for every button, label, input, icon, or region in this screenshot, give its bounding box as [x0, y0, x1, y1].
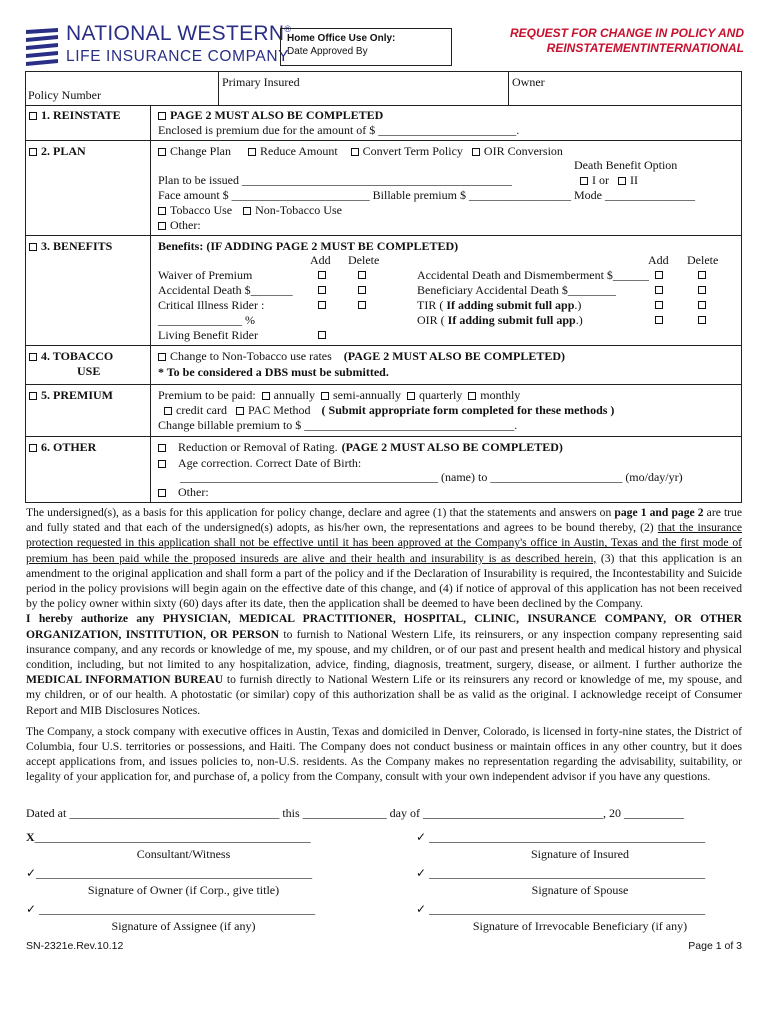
top-row-box: [25, 71, 742, 105]
divider: [25, 436, 742, 437]
checkmark-icon: ✓: [416, 866, 427, 880]
benefit-left-item: Waiver of Premium: [158, 268, 253, 282]
tobacco-use-option[interactable]: Tobacco Use: [158, 203, 232, 217]
delete-checkbox[interactable]: [358, 301, 366, 309]
benefit-right-item: TIR ( If adding submit full app.): [417, 298, 582, 312]
reinstate-premium-amount[interactable]: Enclosed is premium due for the amount of $ _______________________.: [158, 123, 520, 137]
benefit-right-item: Accidental Death and Dismemberment $______: [417, 268, 649, 282]
section-reinstate-label[interactable]: 1. REINSTATE: [29, 108, 121, 123]
convert-term-option[interactable]: Convert Term Policy: [351, 144, 463, 158]
legal-text: [26, 505, 742, 785]
other-other-option[interactable]: Other:: [158, 485, 209, 500]
option-ii[interactable]: II: [618, 173, 638, 187]
home-office-box: [280, 28, 452, 66]
section-benefits-label[interactable]: 3. BENEFITS: [29, 239, 112, 254]
add-checkbox[interactable]: [318, 286, 326, 294]
section-plan-label[interactable]: 2. PLAN: [29, 144, 86, 159]
benefit-right-item: Beneficiary Accidental Death $________: [417, 283, 616, 297]
beneficiary-label: Signature of Irrevocable Beneficiary (if any): [472, 919, 688, 933]
insured-label: Signature of Insured: [531, 847, 629, 861]
rating-reduction-option[interactable]: Reduction or Removal of Rating. (PAGE 2 MUST ALSO BE COMPLETED): [158, 440, 563, 455]
semi-annually-option[interactable]: semi-annually: [321, 388, 401, 402]
delete-checkbox[interactable]: [358, 286, 366, 294]
delete-checkbox[interactable]: [698, 286, 706, 294]
other-checkbox[interactable]: [29, 444, 37, 452]
office-use-title: Home Office Use Only:: [287, 33, 396, 44]
option-i[interactable]: I or: [580, 173, 609, 187]
form-title: [452, 26, 744, 56]
form-number: SN-2321e.Rev.10.12: [26, 940, 124, 952]
add-checkbox[interactable]: [318, 301, 326, 309]
dbs-note: * To be considered a DBS must be submitted.: [158, 365, 389, 379]
form-title-line-1: REQUEST FOR CHANGE IN POLICY AND: [509, 26, 744, 40]
delete-checkbox[interactable]: [698, 301, 706, 309]
add-checkbox[interactable]: [655, 301, 663, 309]
premium-checkbox[interactable]: [29, 392, 37, 400]
payment-method-options: [164, 403, 614, 418]
benefit-right-item: OIR ( If adding submit full app.): [417, 313, 583, 327]
section-premium-label[interactable]: 5. PREMIUM: [29, 388, 113, 403]
divider: [25, 235, 742, 236]
owner-field[interactable]: Owner: [512, 75, 545, 89]
consultant-signature-line[interactable]: X______________________________________________: [26, 830, 311, 844]
name-dob-field[interactable]: ___________________________________________ (name) to ______________________ (mo/day/yr): [180, 470, 683, 484]
benefit-left-item: Accidental Death $_______: [158, 283, 293, 297]
consultant-label: Consultant/Witness: [136, 847, 231, 861]
non-tobacco-change-option[interactable]: Change to Non-Tobacco use rates (PAGE 2 MUST ALSO BE COMPLETED): [158, 349, 565, 364]
add-checkbox[interactable]: [655, 286, 663, 294]
benefit-left-item: Critical Illness Rider :: [158, 298, 265, 312]
benefit-left-item[interactable]: ______________ %: [158, 313, 255, 327]
declaration-paragraph: The undersigned(s), as a basis for this application for policy change, declare and agree (1) that the statements and answers on page 1 and page 2 are true and fully stated and that each of the undersigned(s) adopts, as his/her own, the representations and agrees to be bound thereby, (2) that the insurance protection requested in this application shall not be effective until it has been approved at the Company's office in Austin, Texas and the first mode of premium has been paid while the proposed insureds are alive and their health and insurability is as described herein, (3) that this application is an amendment to the original application and shall form a part of the policy and if the Declaration of Insurability is required, the Incontestability and Suicide period in the policy provisions will begin again on the effective date of this change, and (4) if notice of approval of this application has not been received by the policy owner within sixty (60) days after its date, then the application shall be deemed to have been declined by the Company.: [26, 506, 742, 611]
form-title-line-2: REINSTATEMENTINTERNATIONAL: [546, 41, 744, 55]
authorization-paragraph: I hereby authorize any PHYSICIAN, MEDICAL PRACTITIONER, HOSPITAL, CLINIC, INSURANCE COMPANY, OR OTHER ORGANIZATION, INSTITUTION, OR PERSON to furnish to National Western Life, its reinsurers, or any inspection company representing said insurance company, and any records or knowledge of me, my spouse, and my children, or of our past and present health and medical history and physical condition, including, but not limited to any hospitalization, advice, finding, diagnosis, treatment, surgery, disease, or ailment. I further authorize the MEDICAL INFORMATION BUREAU to furnish directly to National Western Life or its reinsurers any record or knowledge of me, my spouse, and my children, or of our health. A photostatic (or similar) copy of this authorization shall be as valid as the original. I acknowledge receipt of Consumer Report and MIB Disclosures Notices.: [26, 612, 743, 717]
add-checkbox[interactable]: [655, 271, 663, 279]
reinstate-page2-note[interactable]: PAGE 2 MUST ALSO BE COMPLETED: [158, 108, 383, 123]
change-plan-option[interactable]: Change Plan: [158, 144, 231, 158]
dated-at-field[interactable]: Dated at ___________________________________ this ______________ day of ______________________________, 20 __________: [26, 806, 684, 820]
add-checkbox[interactable]: [655, 316, 663, 324]
divider: [25, 502, 742, 503]
plan-options-row: [158, 144, 563, 159]
plan-checkbox[interactable]: [29, 148, 37, 156]
divider: [508, 71, 509, 105]
benefits-delete-header-right: Delete: [687, 253, 719, 267]
plan-other-option[interactable]: Other:: [158, 218, 201, 233]
benefits-add-header-left: Add: [310, 253, 331, 267]
delete-checkbox[interactable]: [358, 271, 366, 279]
checkmark-icon: ✓: [26, 866, 37, 880]
divider: [25, 105, 742, 106]
page-number: Page 1 of 3: [688, 940, 742, 952]
section-other-label[interactable]: 6. OTHER: [29, 440, 96, 455]
age-correction-option[interactable]: Age correction. Correct Date of Birth:: [158, 456, 361, 471]
logo-line-2: LIFE INSURANCE COMPANY: [66, 48, 290, 65]
office-use-line: Date Approved By: [287, 46, 368, 57]
benefit-left-item: Living Benefit Rider: [158, 328, 258, 342]
tobacco-options: [158, 203, 342, 218]
company-logo: [24, 22, 292, 68]
checkmark-icon: ✓: [26, 902, 37, 916]
divider: [25, 140, 742, 141]
checkmark-icon: ✓: [416, 902, 427, 916]
oir-conversion-option[interactable]: OIR Conversion: [472, 144, 563, 158]
beneficiary-signature-line[interactable]: ✓ ______________________________________________: [416, 902, 706, 916]
credit-card-option[interactable]: credit card: [164, 403, 227, 417]
spouse-signature-line[interactable]: ✓ ______________________________________________: [416, 866, 706, 880]
face-amount-field[interactable]: Face amount $ _______________________ Billable premium $ _________________ Mode _______________: [158, 188, 695, 202]
primary-insured-field[interactable]: Primary Insured: [222, 75, 300, 89]
benefits-delete-header-left: Delete: [348, 253, 380, 267]
plan-to-be-issued-field[interactable]: Plan to be issued _____________________________________________: [158, 173, 512, 187]
assignee-label: Signature of Assignee (if any): [111, 919, 256, 933]
benefits-add-header-right: Add: [648, 253, 669, 267]
non-tobacco-use-option[interactable]: Non-Tobacco Use: [243, 203, 342, 217]
policy-number-field[interactable]: Policy Number: [28, 88, 101, 102]
assignee-signature-line[interactable]: ✓ ______________________________________________: [26, 902, 316, 916]
section-tobacco-label[interactable]: 4. TOBACCO USE: [29, 349, 113, 379]
benefits-checkbox[interactable]: [29, 243, 37, 251]
divider: [150, 105, 151, 502]
delete-checkbox[interactable]: [698, 316, 706, 324]
divider: [25, 384, 742, 385]
submit-form-note: ( Submit appropriate form completed for these methods ): [321, 403, 615, 417]
add-checkbox[interactable]: [318, 271, 326, 279]
checkmark-icon: ✓: [416, 830, 427, 844]
benefits-header: Benefits: (IF ADDING PAGE 2 MUST BE COMPLETED): [158, 239, 459, 253]
reduce-amount-option[interactable]: Reduce Amount: [248, 144, 338, 158]
quarterly-option[interactable]: quarterly: [407, 388, 462, 402]
monthly-option[interactable]: monthly: [468, 388, 520, 402]
logo-stripes-icon: [24, 26, 60, 70]
divider: [25, 345, 742, 346]
add-checkbox[interactable]: [318, 331, 326, 339]
divider: [25, 105, 26, 502]
owner-signature-line[interactable]: ✓______________________________________________: [26, 866, 313, 880]
company-paragraph: The Company, a stock company with executive offices in Austin, Texas and domiciled in Denver, Colorado, is licensed in forty-nine states, the District of Columbia, four U.S. territories or possessions, and Haiti. The Company does not conduct business or maintain offices in any other country, but it does accept applications from, and issues policies to, non-U.S. residents. As the Company makes no representation regarding the advisability, suitability, or legality of your application for, and purchase of, a policy from the Company, consult with your own independent advisor if you have any questions.: [26, 724, 742, 784]
death-benefit-options: [580, 173, 638, 188]
premium-mode-options: Premium to be paid: annually semi-annually quarterly monthly: [158, 388, 521, 402]
annually-option[interactable]: annually: [262, 388, 315, 402]
spouse-label: Signature of Spouse: [531, 883, 629, 897]
pac-method-option[interactable]: PAC Method: [236, 403, 311, 417]
change-billable-premium-field[interactable]: Change billable premium to $ ___________________________________.: [158, 418, 518, 432]
divider: [741, 105, 742, 502]
logo-line-1: NATIONAL WESTERN®: [66, 22, 292, 45]
reinstate-checkbox[interactable]: [29, 112, 37, 120]
death-benefit-option-label: Death Benefit Option: [574, 158, 678, 172]
owner-label: Signature of Owner (if Corp., give title): [87, 883, 280, 897]
reinstate-page2-checkbox[interactable]: [158, 112, 166, 120]
insured-signature-line[interactable]: ✓ ______________________________________________: [416, 830, 706, 844]
delete-checkbox[interactable]: [698, 271, 706, 279]
tobacco-checkbox[interactable]: [29, 353, 37, 361]
divider: [218, 71, 219, 105]
